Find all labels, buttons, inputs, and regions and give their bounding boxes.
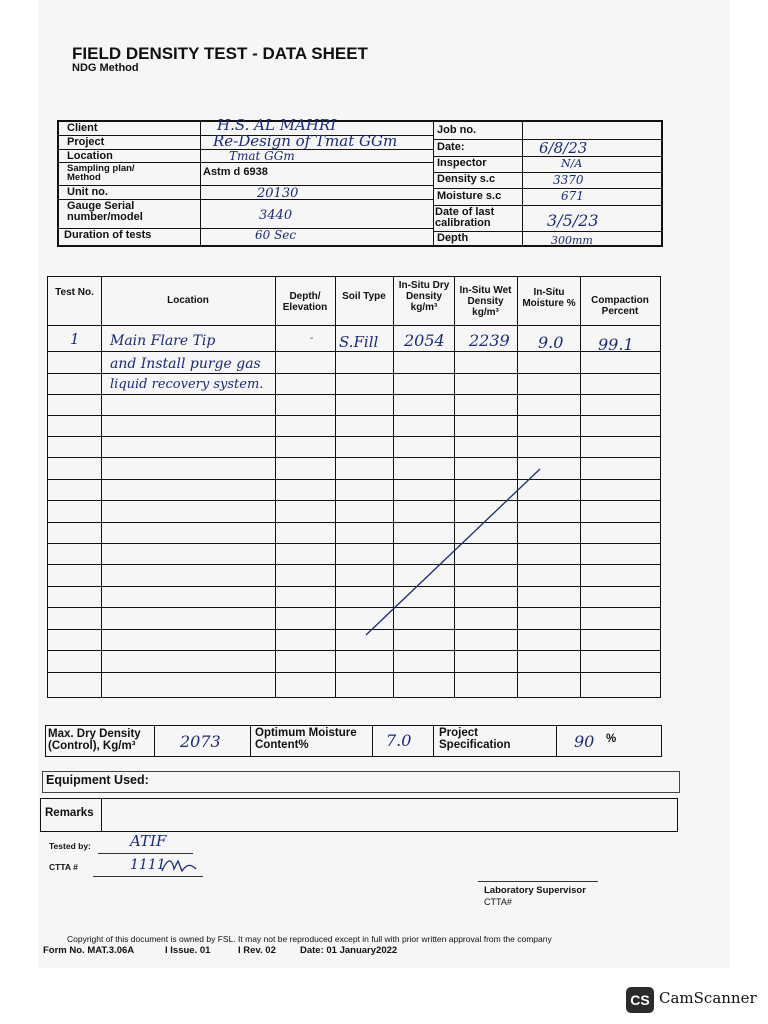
header-test-no: Test No. [55, 287, 94, 298]
duration-value: 60 Sec [255, 228, 297, 242]
date-label: Date: [437, 141, 465, 153]
equipment-box [42, 771, 680, 793]
divider [433, 122, 434, 245]
location-value: Tmat GGm [229, 149, 295, 163]
project-info-table [57, 116, 663, 247]
form-number: Form No. MAT.3.06A [43, 945, 135, 956]
header-moisture: In-Situ Moisture % [522, 287, 576, 309]
remarks-box [40, 798, 678, 832]
client-value: H.S. AL MAHRI [217, 116, 337, 134]
job-label: Job no. [437, 124, 477, 136]
inspector-label: Inspector [437, 157, 487, 169]
copyright-notice: Copyright of this document is owned by FSL. It may not be reproduced except in full with prior written approval from the company [67, 934, 552, 944]
location-label: Location [67, 150, 113, 162]
divider [101, 799, 102, 831]
divider [200, 122, 201, 245]
sampling-value: Astm d 6938 [203, 166, 268, 178]
calibration-value: 3/5/23 [547, 211, 599, 230]
row1-location-line1: Main Flare Tip [110, 333, 216, 349]
moisture-sc-label: Moisture s.c [437, 190, 502, 202]
unit-value: 20130 [257, 186, 299, 201]
optimum-moisture-label: Optimum Moisture Content% [255, 727, 357, 751]
form-date: Date: 01 January2022 [300, 945, 398, 956]
date-value: 6/8/23 [539, 139, 588, 157]
duration-label: Duration of tests [64, 229, 152, 241]
signature-icon [160, 855, 200, 877]
supervisor-ctta-label: CTTA# [484, 897, 512, 907]
optimum-moisture-value: 7.0 [386, 731, 412, 750]
summary-box [45, 725, 662, 757]
sampling-label: Sampling plan/ Method [67, 163, 135, 183]
divider [154, 726, 155, 756]
project-spec-label: Project Specification [439, 727, 511, 751]
divider [250, 726, 251, 756]
issue-number: I Issue. 01 [165, 945, 211, 956]
gauge-label: Gauge Serial number/model [67, 200, 143, 223]
divider [433, 188, 661, 189]
moisture-sc-value: 671 [561, 189, 584, 203]
divider [372, 726, 373, 756]
depth-value: 300mm [551, 234, 593, 247]
divider [522, 122, 523, 245]
page-subtitle: NDG Method [72, 62, 139, 74]
row1-soil-type: S.Fill [339, 333, 379, 351]
row1-depth: - [310, 333, 314, 344]
camscanner-logo-icon: CS [626, 987, 654, 1013]
depth-label: Depth [437, 232, 469, 244]
row1-moisture: 9.0 [538, 333, 564, 352]
test-results-table [47, 276, 661, 698]
divider [59, 185, 433, 186]
density-sc-label: Density s.c [437, 173, 496, 185]
header-dry-density: In-Situ Dry Density kg/m³ [398, 280, 450, 313]
row1-compaction: 99.1 [598, 335, 634, 354]
remarks-label: Remarks [45, 807, 94, 819]
max-dry-density-label: Max. Dry Density (Control), Kg/m³ [48, 728, 141, 752]
project-value: Re-Design of Tmat GGm [213, 132, 398, 150]
strike-through-line [48, 277, 662, 699]
camscanner-watermark: CamScanner [659, 989, 757, 1007]
project-spec-unit: % [606, 733, 617, 745]
row1-location-line3: liquid recovery system. [110, 377, 264, 392]
row1-wet-density: 2239 [469, 331, 510, 350]
header-soil-type: Soil Type [342, 291, 386, 302]
divider [556, 726, 557, 756]
equipment-label: Equipment Used: [46, 773, 149, 787]
unit-label: Unit no. [67, 186, 108, 198]
row1-test-no: 1 [70, 330, 80, 348]
tested-by-label: Tested by: [49, 841, 91, 851]
divider [433, 726, 434, 756]
calibration-label: Date of last calibration [435, 206, 495, 229]
project-label: Project [67, 136, 105, 148]
gauge-value: 3440 [259, 208, 293, 223]
project-spec-value: 90 [574, 732, 595, 751]
header-compaction: Compaction Percent [591, 295, 649, 317]
tested-by-value: ATIF [130, 832, 167, 850]
row1-dry-density: 2054 [404, 331, 445, 350]
revision-number: I Rev. 02 [238, 945, 276, 956]
density-sc-value: 3370 [553, 173, 584, 187]
inspector-value: N/A [561, 157, 583, 170]
page-title: FIELD DENSITY TEST - DATA SHEET [72, 44, 368, 63]
tested-by-line [98, 853, 193, 854]
supervisor-line [478, 881, 598, 882]
max-dry-density-value: 2073 [180, 732, 221, 751]
row1-location-line2: and Install purge gas [110, 356, 261, 372]
ctta-value: 1111 [130, 857, 166, 873]
header-depth: Depth/ Elevation [282, 291, 328, 313]
supervisor-label: Laboratory Supervisor [484, 885, 586, 896]
client-label: Client [67, 122, 98, 134]
header-location: Location [167, 295, 209, 306]
header-wet-density: In-Situ Wet Density kg/m³ [459, 285, 512, 318]
ctta-label: CTTA # [49, 862, 78, 872]
